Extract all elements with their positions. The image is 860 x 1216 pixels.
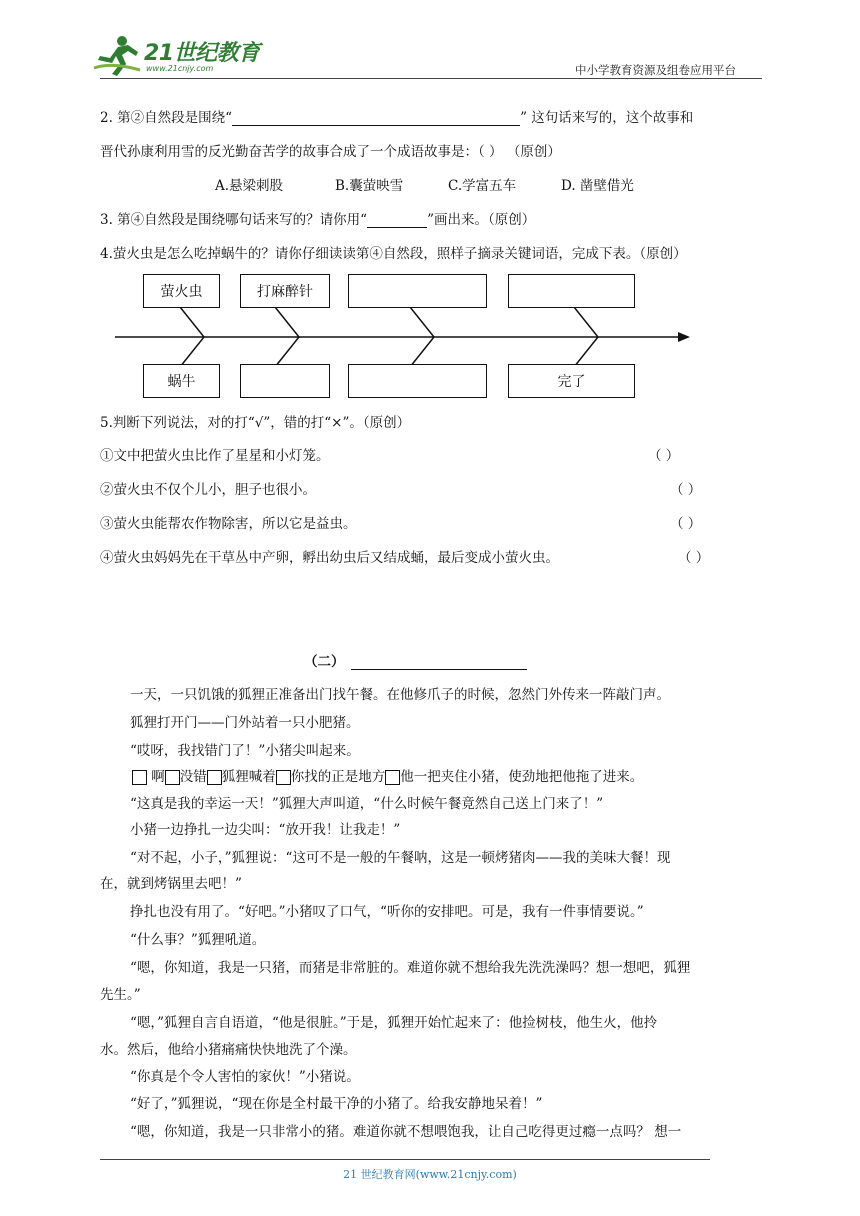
q2-blank[interactable]	[232, 111, 520, 126]
q5-item-1: ①文中把萤火虫比作了星星和小灯笼。	[100, 448, 330, 464]
logo-url: www.21cnjy.com	[146, 64, 214, 73]
fishbone-bottom-box-1: 蜗牛	[143, 364, 220, 398]
punct-box-3[interactable]	[207, 770, 222, 785]
q3-prefix: 3. 第④自然段是围绕哪句话来写的？请你用“	[100, 212, 368, 228]
fishbone-top-box-2: 打麻醉针	[240, 274, 330, 308]
para-14: “嗯，你知道，我是一只非常小的猪。难道你就不想喂饱我，让自己吃得更过瘾一点吗？ 想一	[130, 1124, 682, 1140]
q2-line2: 晋代孙康利用雪的反光勤奋苦学的故事合成了一个成语故事是：（ ） （原创）	[100, 144, 561, 160]
fishbone-top-box-1: 萤火虫	[143, 274, 220, 308]
para-4-part-5: 他一把夹住小猪，使劲地把他拖了进来。	[400, 769, 644, 785]
para-10a: “嗯，你知道，我是一只猪，而猪是非常脏的。难道你就不想给我先洗洗澡吗？想一想吧，狐狸	[130, 960, 691, 976]
footer-divider	[100, 1159, 710, 1160]
para-4-part-4: 你找的正是地方	[290, 769, 386, 785]
q5-answer-2[interactable]: （ ）	[670, 482, 702, 498]
para-3: “哎呀，我找错门了！”小猪尖叫起来。	[130, 743, 360, 759]
q4-question: 4.萤火虫是怎么吃掉蜗牛的？请你仔细读读第④自然段，照样子摘录关键词语，完成下表。（原创）	[100, 246, 687, 262]
para-12: “你真是个令人害怕的家伙！”小猪说。	[130, 1069, 360, 1085]
para-4-part-3: 狐狸喊着	[221, 769, 276, 785]
para-7a: “对不起，小子，”狐狸说：“这可不是一般的午餐呐，这是一顿烤猪肉——我的美味大餐！现	[130, 850, 671, 866]
section2-label: （二）	[304, 654, 345, 670]
fishbone-bottom-box-3[interactable]	[348, 364, 487, 398]
para-11b: 水。然后，他给小猪痛痛快快地洗了个澡。	[100, 1042, 357, 1058]
para-5: “这真是我的幸运一天！”狐狸大声叫道，“什么时候午餐竟然自己送上门来了！”	[130, 796, 604, 812]
para-9: “什么事？”狐狸吼道。	[130, 932, 266, 948]
punct-box-4[interactable]	[276, 770, 291, 785]
q2-option-b[interactable]: B.囊萤映雪	[335, 178, 404, 194]
para-4-part-1: 啊	[151, 769, 165, 785]
q2-option-d[interactable]: D. 凿壁借光	[561, 178, 634, 194]
q3-suffix: ”画出来。（原创）	[427, 212, 536, 228]
fishbone-bottom-box-4: 完了	[508, 364, 635, 398]
logo-text: 21世纪教育	[144, 41, 260, 66]
q5-answer-1[interactable]: （ ）	[648, 448, 680, 464]
para-7b: 在，就到烤锅里去吧！”	[100, 876, 242, 892]
q3-underline-sample	[367, 213, 427, 228]
q5-answer-3[interactable]: （ ）	[670, 516, 702, 532]
para-13: “好了，”狐狸说，“现在你是全村最干净的小猪了。给我安静地呆着！”	[130, 1096, 543, 1112]
section2-heading	[304, 650, 527, 670]
q2-prefix: 2. 第②自然段是围绕“	[100, 110, 233, 126]
para-10b: 先生。”	[100, 987, 141, 1003]
q3-line	[100, 208, 770, 228]
para-8: 挣扎也没有用了。“好吧。”小猪叹了口气，“听你的安排吧。可是，我有一件事情要说。”	[130, 904, 644, 920]
q5-item-2: ②萤火虫不仅个儿小，胆子也很小。	[100, 482, 316, 498]
section2-title-blank[interactable]	[351, 655, 527, 670]
para-2: 狐狸打开门——门外站着一只小肥猪。	[130, 715, 360, 731]
runner-logo-icon	[92, 34, 144, 78]
q2-line1	[100, 106, 770, 126]
para-4-part-2: 没错	[179, 769, 207, 785]
q5-item-3: ③萤火虫能帮农作物除害，所以它是益虫。	[100, 516, 357, 532]
platform-name: 中小学教育资源及组卷应用平台	[575, 63, 736, 77]
q5-item-4: ④萤火虫妈妈先在干草丛中产卵，孵出幼虫后又结成蛹，最后变成小萤火虫。	[100, 550, 559, 566]
logo	[92, 34, 262, 78]
punct-box-5[interactable]	[385, 770, 400, 785]
para-11a: “嗯，”狐狸自言自语道，“他是很脏。”于是，狐狸开始忙起来了：他捡树枝，他生火，他拎	[130, 1015, 658, 1031]
fishbone-bottom-box-2[interactable]	[240, 364, 330, 398]
para-1: 一天，一只饥饿的狐狸正准备出门找午餐。在他修爪子的时候，忽然门外传来一阵敲门声。	[130, 687, 670, 703]
punct-box-1[interactable]	[132, 770, 147, 785]
q2-suffix: ” 这句话来写的，这个故事和	[520, 110, 694, 126]
q2-option-c[interactable]: C.学富五车	[448, 178, 517, 194]
fishbone-top-box-3[interactable]	[348, 274, 487, 308]
para-4-punctuation	[132, 765, 643, 785]
header-divider	[100, 78, 762, 79]
q5-title: 5.判断下列说法，对的打“√”，错的打“×”。（原创）	[100, 415, 411, 431]
punct-box-2[interactable]	[165, 770, 180, 785]
q5-answer-4[interactable]: （ ）	[678, 550, 710, 566]
footer-text[interactable]: 21 世纪教育网(www.21cnjy.com)	[343, 1168, 517, 1181]
para-6: 小猪一边挣扎一边尖叫：“放开我！让我走！”	[130, 822, 401, 838]
fishbone-top-box-4[interactable]	[508, 274, 635, 308]
q2-option-a[interactable]: A.悬梁刺股	[215, 178, 284, 194]
